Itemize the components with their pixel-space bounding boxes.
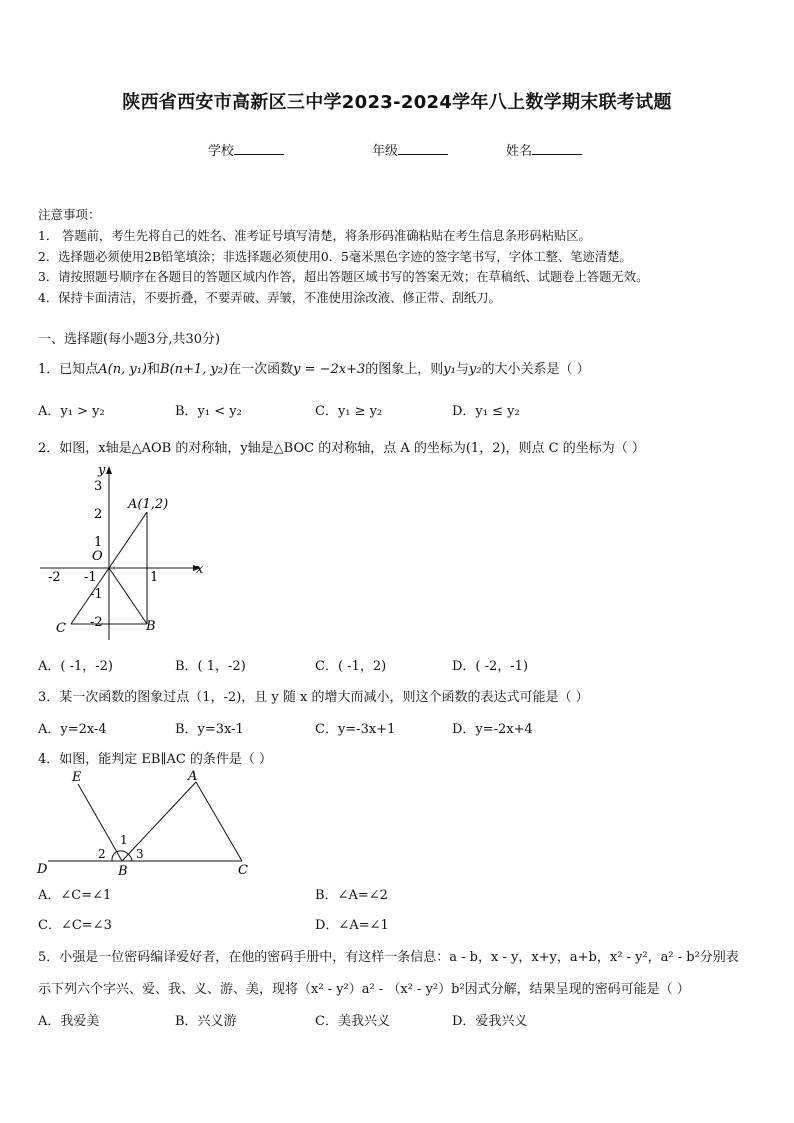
q2-option-d[interactable]: D．( -2，-1) (452, 659, 529, 674)
question-3: 3．某一次函数的图象过点（1，-2)，且 y 随 x 的增大而减小，则这个函数的表达式可能是（ ） (38, 690, 589, 705)
segment-ac (196, 782, 242, 861)
point-e-label: E (72, 770, 82, 785)
notice-item: 4．保持卡面清洁，不要折叠，不要弄破、弄皱，不准使用涂改液、修正带、刮纸刀。 (38, 291, 501, 305)
question-1 (38, 358, 590, 377)
point-b-label: B (146, 619, 156, 634)
q5-option-b[interactable]: B．兴义游 (175, 1014, 237, 1029)
name-label: 姓名 (506, 144, 533, 159)
q1-option-c[interactable]: C．y₁ ≥ y₂ (315, 404, 383, 419)
q1-option-b[interactable]: B．y₁ < y₂ (175, 404, 242, 419)
q1-mid: 在一次函数 (228, 362, 294, 377)
notice-item: 3．请按照题号顺序在各题目的答题区域内作答，超出答题区域书写的答案无效；在草稿纸、试题卷上答题无效。 (38, 270, 649, 284)
notice-item: 2．选择题必须使用2B铅笔填涂；非选择题必须使用0．5毫米黑色字迹的签字笔书写，字体工整、笔迹清楚。 (38, 250, 632, 264)
point-c-label: C (238, 863, 248, 878)
grade-field (372, 140, 448, 159)
q2-option-c[interactable]: C．( -1，2) (315, 659, 387, 674)
q4-option-d[interactable]: D．∠A=∠1 (315, 918, 389, 933)
name-field (506, 140, 582, 159)
angle-2-label: 2 (98, 847, 106, 861)
point-d-label: D (37, 862, 48, 877)
q5-option-d[interactable]: D．爱我兴义 (452, 1014, 528, 1029)
q4-option-b[interactable]: B．∠A=∠2 (315, 888, 388, 903)
angle-1-label: 1 (120, 833, 128, 847)
q2-coordinate-figure (36, 460, 211, 645)
q1-point-a: A(n, y₁) (98, 362, 148, 377)
point-c-label: C (56, 621, 66, 636)
q1-y1: y₁ (443, 362, 456, 377)
question-5-line-1: 5．小强是一位密码编译爱好者，在他的密码手册中，有这样一条信息：a - b，x - y，x+y，a+b，x² - y²，a² - b²分别表 (38, 950, 739, 965)
x-axis-label: x (196, 562, 204, 577)
q3-option-b[interactable]: B．y=3x-1 (175, 722, 244, 737)
angle-3-arc (128, 854, 132, 861)
name-blank[interactable] (532, 142, 582, 155)
x-tick: -1 (84, 570, 97, 585)
point-a-label: A (188, 769, 198, 784)
y-tick: 2 (94, 507, 103, 522)
y-tick: -2 (90, 615, 103, 630)
q1-end: 的大小关系是（ ） (481, 362, 590, 377)
y-tick: -1 (90, 587, 103, 602)
segment-oa (109, 512, 147, 568)
q1-num: 1．已知点 (38, 362, 99, 377)
y-tick: 1 (94, 535, 103, 550)
grade-label: 年级 (372, 144, 399, 159)
q2-option-a[interactable]: A．( -1，-2) (38, 659, 113, 674)
q1-y2: y₂ (468, 362, 482, 377)
segment-ba (122, 782, 196, 861)
q2-option-b[interactable]: B．( 1，-2) (175, 659, 246, 674)
notice-item: 1． 答题前，考生先将自己的姓名、准考证号填写清楚，将条形码准确粘贴在考生信息条形码粘贴区。 (38, 229, 591, 243)
q5-option-c[interactable]: C．美我兴义 (315, 1014, 390, 1029)
x-tick: 1 (150, 570, 159, 585)
q5-option-a[interactable]: A．我爱美 (38, 1014, 100, 1029)
q3-option-d[interactable]: D．y=-2x+4 (452, 722, 533, 737)
q4-option-c[interactable]: C．∠C=∠3 (38, 918, 112, 933)
question-5-line-2: 示下列六个字兴、爱、我、义、游、美，现将（x² - y²）a² - （x² - y²）b²因式分解，结果呈现的密码可能是（ ） (38, 982, 690, 997)
y-axis-arrow (106, 466, 112, 474)
school-label: 学校 (208, 144, 235, 159)
angle-3-label: 3 (136, 847, 144, 861)
q1-and: 和 (147, 362, 161, 377)
y-axis-label: y (98, 463, 106, 478)
school-field (208, 140, 284, 159)
q1-function: y = −2x+3 (293, 362, 366, 377)
q3-option-a[interactable]: A．y=2x-4 (38, 722, 107, 737)
notice-label: 注意事项： (38, 207, 101, 222)
angle-2-arc (112, 852, 116, 861)
x-tick: -2 (48, 570, 61, 585)
q4-option-a[interactable]: A．∠C=∠1 (38, 888, 112, 903)
q1-option-d[interactable]: D．y₁ ≤ y₂ (452, 404, 520, 419)
q1-with: 与 (455, 362, 469, 377)
question-4: 4．如图，能判定 EB∥AC 的条件是（ ） (38, 752, 273, 767)
point-b-label: B (118, 864, 128, 878)
q4-geometry-figure (34, 766, 259, 878)
point-a-label: A(1,2) (128, 497, 169, 512)
q3-option-c[interactable]: C．y=-3x+1 (315, 722, 396, 737)
school-blank[interactable] (234, 142, 284, 155)
q1-tail: 的图象上，则 (365, 362, 444, 377)
page-title: 陕西省西安市高新区三中学2023-2024学年八上数学期末联考试题 (122, 92, 672, 113)
q1-point-b: B(n+1, y₂) (160, 362, 229, 377)
segment-ob (109, 568, 147, 624)
y-tick: 3 (94, 479, 103, 494)
grade-blank[interactable] (398, 142, 448, 155)
origin-label: O (92, 549, 103, 564)
question-2: 2．如图，x轴是△AOB 的对称轴，y轴是△BOC 的对称轴，点 A 的坐标为(1，2)，则点 C 的坐标为（ ） (38, 441, 645, 456)
section-heading: 一、选择题(每小题3分,共30分) (38, 332, 221, 347)
q1-option-a[interactable]: A．y₁ > y₂ (38, 404, 105, 419)
